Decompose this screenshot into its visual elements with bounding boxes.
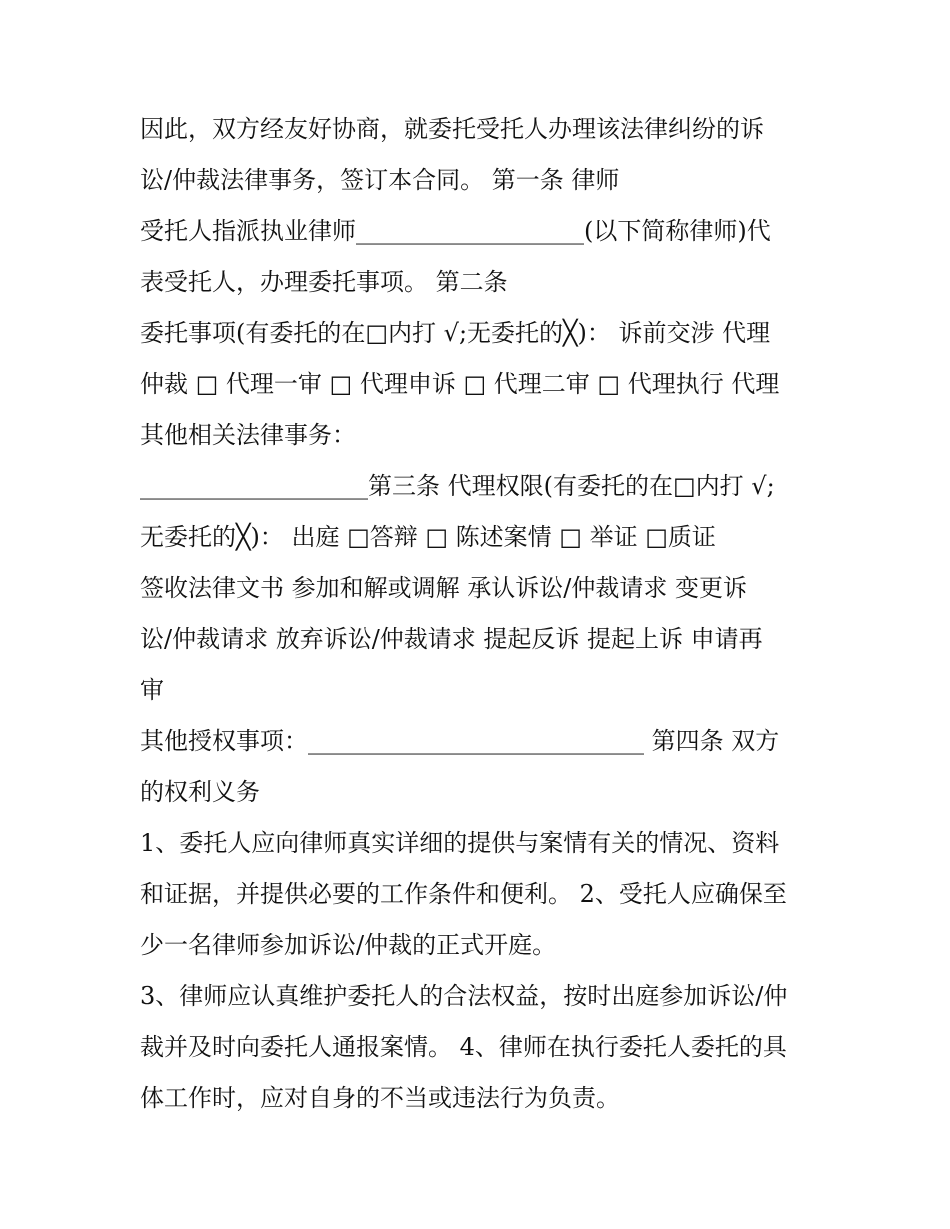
paragraph-line: 体工作时，应对自身的不当或违法行为负责。 bbox=[140, 1084, 620, 1112]
paragraph-line: 其他授权事项：____________________________ 第四条 双方 bbox=[140, 727, 780, 755]
paragraph-line: 委托事项(有委托的在□内打 √;无委托的╳)： 诉前交涉 代理 bbox=[140, 319, 771, 347]
paragraph-line: 签收法律文书 参加和解或调解 承认诉讼/仲裁请求 变更诉 bbox=[140, 574, 747, 602]
paragraph-line: 少一名律师参加诉讼/仲裁的正式开庭。 bbox=[140, 931, 557, 959]
paragraph-line: 无委托的╳)： 出庭 □答辩 □ 陈述案情 □ 举证 □质证 bbox=[140, 523, 716, 551]
paragraph-line: 受托人指派执业律师___________________(以下简称律师)代 bbox=[140, 217, 771, 245]
paragraph-line: 其他相关法律事务： bbox=[140, 421, 356, 449]
paragraph-line: 因此，双方经友好协商，就委托受托人办理该法律纠纷的诉 bbox=[140, 115, 764, 143]
paragraph-line: 裁并及时向委托人通报案情。 4、律师在执行委托人委托的具 bbox=[140, 1033, 787, 1061]
paragraph-line: 的权利义务 bbox=[140, 778, 260, 806]
paragraph-line: 表受托人，办理委托事项。 第二条 bbox=[140, 268, 508, 296]
paragraph-line: 1、委托人应向律师真实详细的提供与案情有关的情况、资料 bbox=[140, 829, 780, 857]
paragraph-line: 3、律师应认真维护委托人的合法权益，按时出庭参加诉讼/仲 bbox=[140, 982, 788, 1010]
paragraph-line: 审 bbox=[140, 676, 164, 704]
paragraph-line: ___________________第三条 代理权限(有委托的在□内打 √; bbox=[140, 472, 775, 500]
paragraph-line: 仲裁 □ 代理一审 □ 代理申诉 □ 代理二审 □ 代理执行 代理 bbox=[140, 370, 780, 398]
paragraph-line: 和证据，并提供必要的工作条件和便利。 2、受托人应确保至 bbox=[140, 880, 787, 908]
paragraph-line: 讼/仲裁法律事务，签订本合同。 第一条 律师 bbox=[140, 166, 620, 194]
paragraph-line: 讼/仲裁请求 放弃诉讼/仲裁请求 提起反诉 提起上诉 申请再 bbox=[140, 625, 763, 653]
